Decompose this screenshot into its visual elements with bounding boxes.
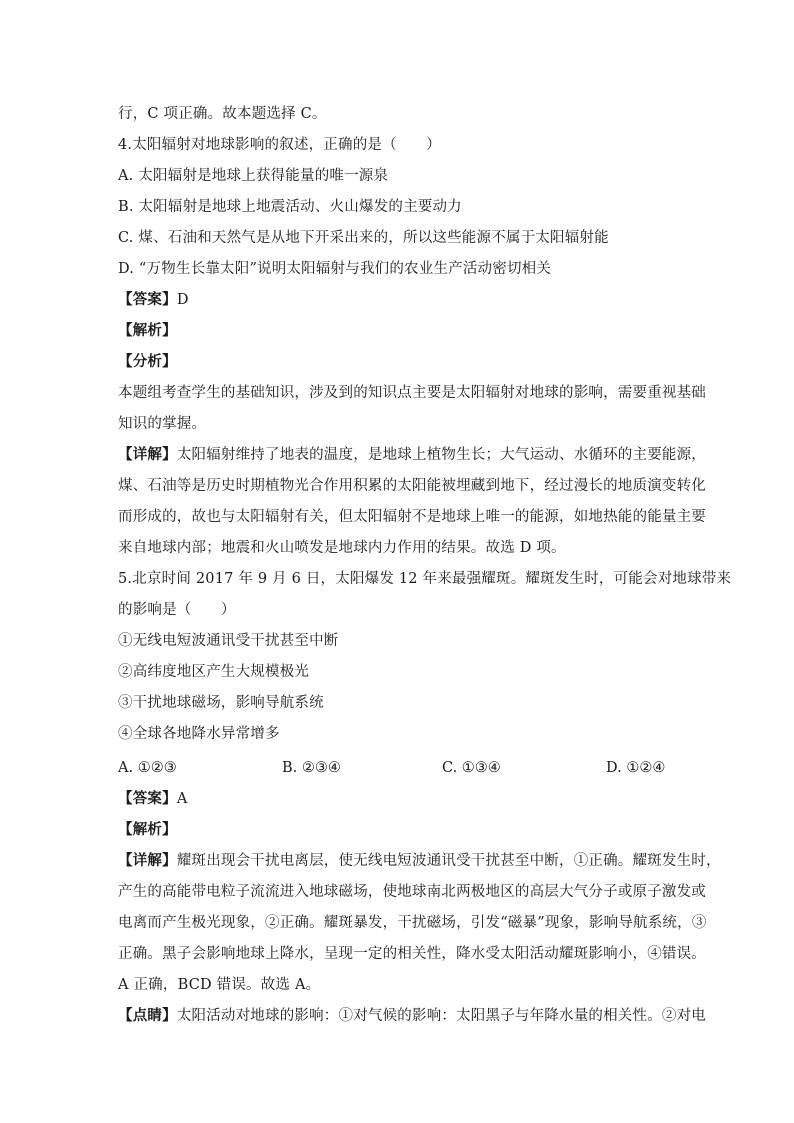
detail-line — [118, 444, 707, 466]
detail-line: A 正确，BCD 错误。故选 A。 — [118, 977, 321, 993]
dianjing-text: 太阳活动对地球的影响：①对气候的影响：太阳黑子与年降水量的相关性。②对电 — [176, 1008, 707, 1024]
detail-line: 产生的高能带电粒子流流进入地球磁场，使地球南北两极地区的高层大气分子或原子激发或 — [118, 884, 706, 900]
question-5-option-a: A. ①②③ — [118, 760, 177, 776]
detail-text: 耀斑出现会干扰电离层，使无线电短波通讯受干扰甚至中断，①正确。耀斑发生时， — [176, 853, 721, 869]
question-5-option-b: B. ②③④ — [282, 760, 341, 776]
answer-tag: 【答案】 — [118, 790, 177, 807]
answer-value: A — [176, 791, 188, 807]
question-5-answer — [118, 788, 678, 810]
dianjing-line — [118, 1005, 707, 1027]
question-5-item-3: ③干扰地球磁场，影响导航系统 — [118, 695, 324, 711]
question-4-answer — [118, 289, 678, 311]
question-5-item-1: ①无线电短波通讯受干扰甚至中断 — [118, 633, 339, 649]
detail-line: 来自地球内部；地震和火山喷发是地球内力作用的结果。故选 D 项。 — [118, 540, 566, 556]
analysis-line: 知识的掌握。 — [118, 416, 207, 432]
question-4-fenxi-tag: 【分析】 — [118, 353, 177, 370]
detail-line: 电离而产生极光现象，②正确。耀斑暴发，干扰磁场，引发“磁暴”现象，影响导航系统，③ — [118, 915, 707, 931]
detail-line: 煤、石油等是历史时期植物光合作用积累的太阳能被埋藏到地下，经过漫长的地质演变转化 — [118, 478, 706, 494]
answer-value: D — [176, 292, 189, 308]
question-5-item-4: ④全球各地降水异常增多 — [118, 726, 280, 742]
question-4-stem: 4.太阳辐射对地球影响的叙述，正确的是（ ） — [118, 137, 441, 153]
question-4-jiexi-tag: 【解析】 — [118, 322, 177, 339]
question-4-option-c: C. 煤、石油和天然气是从地下开采出来的，所以这些能源不属于太阳辐射能 — [118, 230, 609, 246]
question-5-stem: 的影响是（ ） — [118, 602, 236, 618]
text-line: 行，C 项正确。故本题选择 C。 — [118, 106, 327, 122]
question-5-stem: 5.北京时间 2017 年 9 月 6 日，太阳爆发 12 年来最强耀斑。耀斑发生时，可能会对地球带来 — [118, 571, 732, 587]
question-4-option-b: B. 太阳辐射是地球上地震活动、火山爆发的主要动力 — [118, 199, 462, 215]
detail-tag: 【详解】 — [118, 446, 177, 463]
detail-line — [118, 850, 721, 872]
detail-line: 正确。黑子会影响地球上降水，呈现一定的相关性，降水受太阳活动耀斑影响小，④错误。 — [118, 946, 706, 962]
detail-text: 太阳辐射维持了地表的温度，是地球上植物生长；大气运动、水循环的主要能源， — [176, 447, 707, 463]
question-5-option-d: D. ①②④ — [606, 760, 666, 776]
question-4-option-a: A. 太阳辐射是地球上获得能量的唯一源泉 — [118, 168, 389, 184]
question-5-option-c: C. ①③④ — [442, 760, 501, 776]
question-5-jiexi-tag: 【解析】 — [118, 821, 177, 838]
dianjing-tag: 【点睛】 — [118, 1007, 177, 1024]
question-4-option-d: D. “万物生长靠太阳”说明太阳辐射与我们的农业生产活动密切相关 — [118, 261, 552, 277]
detail-line: 而形成的，故也与太阳辐射有关，但太阳辐射不是地球上唯一的能源，如地热能的能量主要 — [118, 509, 706, 525]
answer-tag: 【答案】 — [118, 291, 177, 308]
analysis-line: 本题组考查学生的基础知识，涉及到的知识点主要是太阳辐射对地球的影响，需要重视基础 — [118, 385, 706, 401]
detail-tag: 【详解】 — [118, 852, 177, 869]
question-5-item-2: ②高纬度地区产生大规模极光 — [118, 664, 310, 680]
